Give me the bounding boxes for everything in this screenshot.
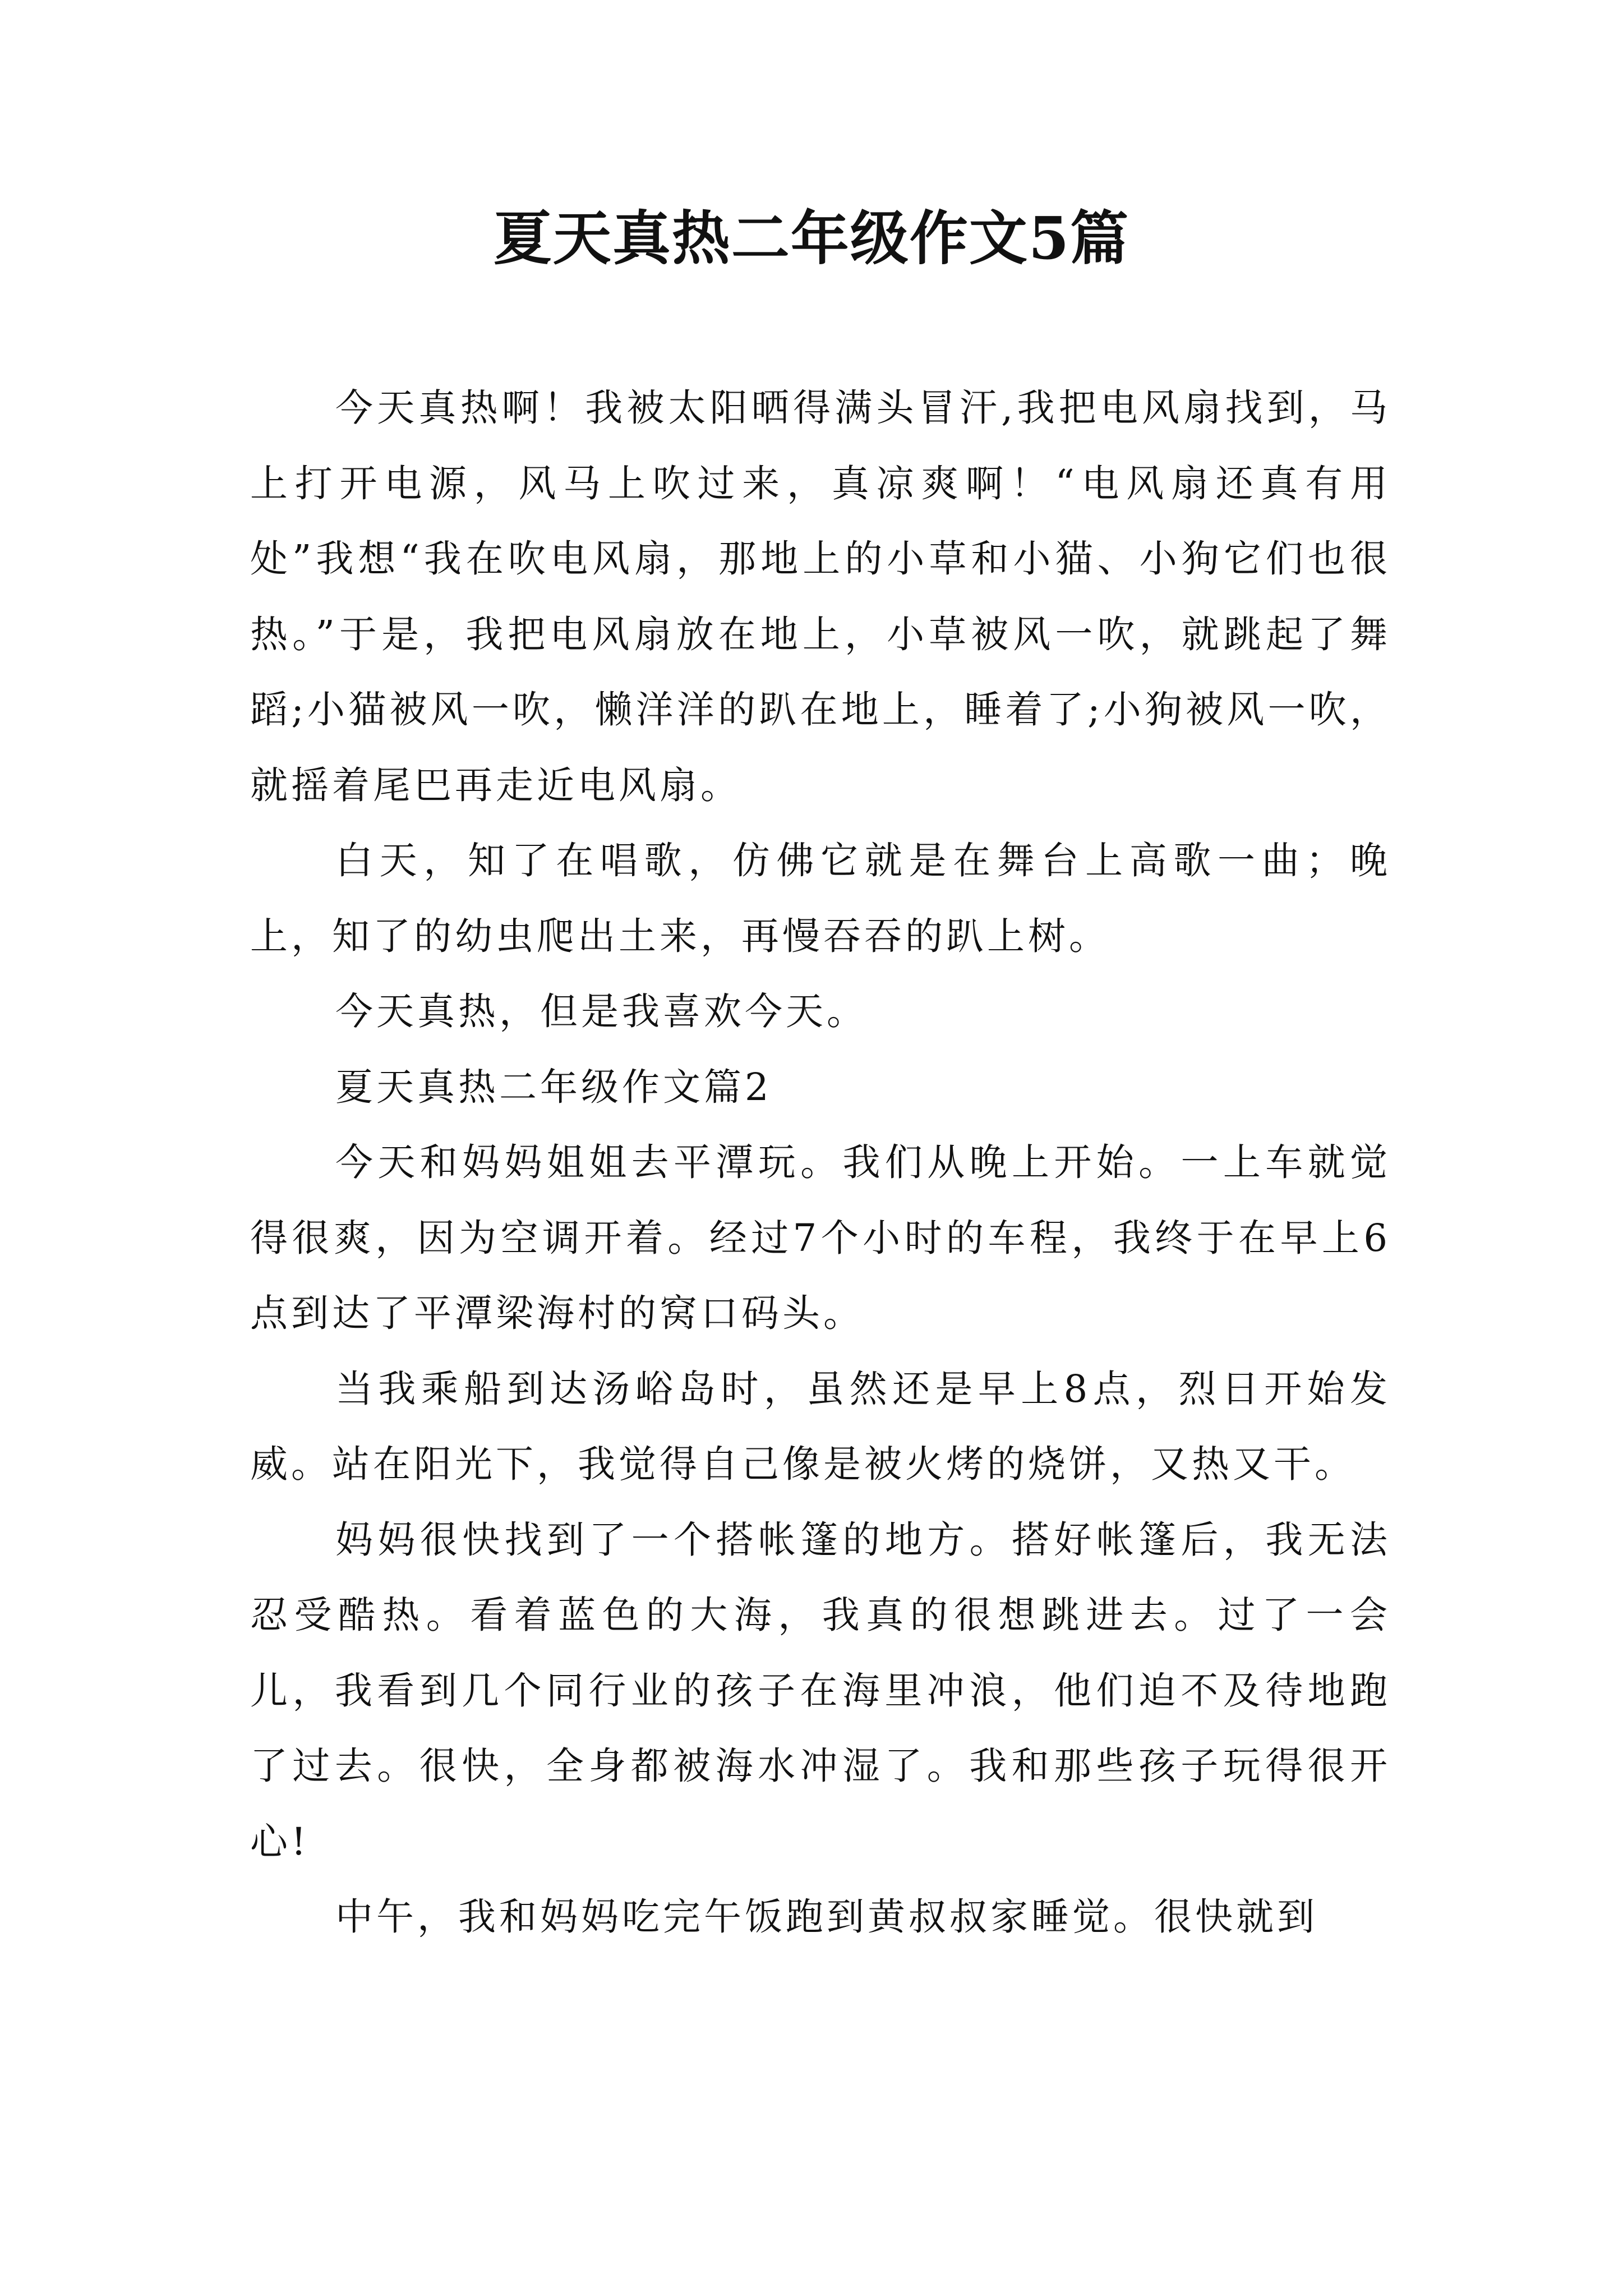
paragraph: 今天真热，但是我喜欢今天。 [335, 990, 868, 1033]
document-body [250, 370, 1391, 1955]
paragraph: 白天，知了在唱歌，仿佛它就是在舞台上高歌一曲；晚上，知了的幼虫爬出土来，再慢吞吞的趴上树。 [250, 839, 1391, 958]
paragraph: 妈妈很快找到了一个搭帐篷的地方。搭好帐篷后，我无法忍受酷热。看着蓝色的大海，我真的很想跳进去。过了一会儿，我看到几个同行业的孩子在海里冲浪，他们迫不及待地跑了过去。很快，全身都被海水冲湿了。我和那些孩子玩得很开心! [250, 1517, 1391, 1864]
section-heading: 夏天真热二年级作文篇2 [335, 1065, 772, 1109]
paragraph: 当我乘船到达汤峪岛时，虽然还是早上8点，烈日开始发威。站在阳光下，我觉得自己像是被火烤的烧饼，又热又干。 [250, 1366, 1391, 1486]
paragraph: 今天真热啊！我被太阳晒得满头冒汗,我把电风扇找到，马上打开电源，风马上吹过来，真凉爽啊！“电风扇还真有用处”我想“我在吹电风扇，那地上的小草和小猫、小狗它们也很热。”于是，我把电风扇放在地上，小草被风一吹，就跳起了舞蹈;小猫被风一吹，懒洋洋的趴在地上，睡着了;小狗被风一吹，就摇着尾巴再走近电风扇。 [250, 386, 1391, 807]
paragraph: 中午，我和妈妈吃完午饭跑到黄叔叔家睡觉。很快就到 [335, 1895, 1318, 1939]
document-title: 夏天真热二年级作文5篇 [493, 204, 1130, 273]
paragraph: 今天和妈妈姐姐去平潭玩。我们从晚上开始。一上车就觉得很爽，因为空调开着。经过7个小时的车程，我终于在早上6点到达了平潭梁海村的窝口码头。 [250, 1140, 1391, 1335]
